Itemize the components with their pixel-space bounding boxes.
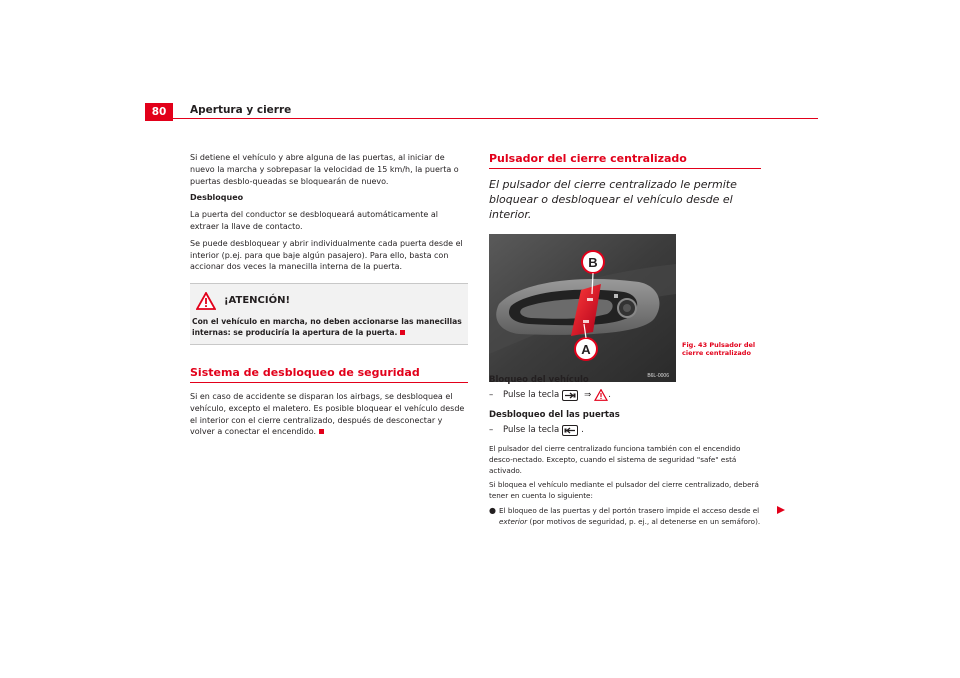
warning-header [196,292,468,310]
page-number: 80 [145,103,173,121]
paragraph-relock: Si detiene el vehículo y abre alguna de las puertas, al iniciar de nuevo la marcha y sobrepasar la velocidad de 15 km/h, la puerta o puertas desblo-queadas se bloquearán de nuevo. [190,153,459,186]
bullet-item [489,506,765,528]
step-dash: – [489,425,494,435]
paragraph-tener-en-cuenta: Si bloquea el vehículo mediante el pulsador del cierre centralizado, deberá tener en cuenta lo siguiente: [489,480,759,501]
desbloqueo-step-text: Pulse la tecla [503,425,560,435]
pulsador-notes [489,444,765,528]
bloqueo-step [489,389,765,401]
paragraph-individual-unlock: Se puede desbloquear y abrir individualmente cada puerta desde el interior (p.ej. para que baje algún pasajero). Para ello, basta con accionar dos veces la manecilla interna de la puerta. [190,238,463,272]
lead-paragraph: El pulsador del cierre centralizado le permite bloquear o desbloquear el vehículo desde el interior. [489,178,737,221]
warning-triangle-icon [196,292,216,310]
bullet-text-part2: (por motivos de seguridad, p. ej., al detenerse en un semáforo). [527,516,761,526]
period: . [581,425,584,435]
seguridad-text: Si en caso de accidente se disparan los airbags, se desbloquea el vehículo, excepto el maletero. Es posible bloquear el vehículo desde el interior con el cierre centralizado, después de desconectar y volver a conectar el encendido. [190,391,465,437]
warning-triangle-icon [594,389,608,401]
figure-label-a: A [581,342,591,357]
end-mark-icon [400,330,405,335]
bullet-text-part1: El bloqueo de las puertas y del portón trasero impide el acceso desde el [499,505,760,515]
warning-title: ¡ATENCIÓN! [224,295,291,307]
desbloqueo-step [489,424,765,436]
page-header-title: Apertura y cierre [190,104,292,116]
paragraph-safe: El pulsador del cierre centralizado funciona también con el encendido desco-nectado. Excepto, cuando el sistema de seguridad "safe" está activado. [489,444,741,475]
end-mark-icon [319,429,324,434]
paragraph-seguridad [190,391,468,438]
next-page-arrow-icon[interactable] [776,505,786,515]
left-column [190,152,468,443]
bullet-text [499,506,765,528]
section-title-seguridad: Sistema de desbloqueo de seguridad [190,367,468,383]
step-dash: – [489,390,494,400]
door-photo-figure [489,234,676,382]
period: . [608,390,611,400]
door-handle-photo [489,234,676,382]
lock-key-icon [562,390,578,401]
desbloqueo-puertas-subheading: Desbloqueo del las puertas [489,410,620,420]
warning-text: Con el vehículo en marcha, no deben accionarse las manecillas internas: se produciría la apertura de la puerta. [192,317,462,338]
section-title-pulsador: Pulsador del cierre centralizado [489,152,761,169]
warning-text-block [190,316,468,338]
right-instructions [489,374,765,528]
bullet-dot: ● [489,505,496,515]
bullet-text-italic: exterior [499,516,528,526]
desbloqueo-subheading: Desbloqueo [190,193,244,203]
figure-code: B6L-0006 [647,373,669,379]
unlock-key-icon [562,425,578,436]
reference-arrow: ⇒ [584,390,592,400]
bloqueo-subheading: Bloqueo del vehículo [489,375,589,385]
bloqueo-step-text: Pulse la tecla [503,390,560,400]
paragraph-driver-door: La puerta del conductor se desbloqueará automáticamente al extraer la llave de contacto. [190,210,438,231]
figure-label-b: B [588,255,598,270]
figure-caption: Fig. 43 Pulsador del cierre centralizado [682,341,756,357]
warning-box [190,283,468,345]
header-divider [145,118,818,119]
